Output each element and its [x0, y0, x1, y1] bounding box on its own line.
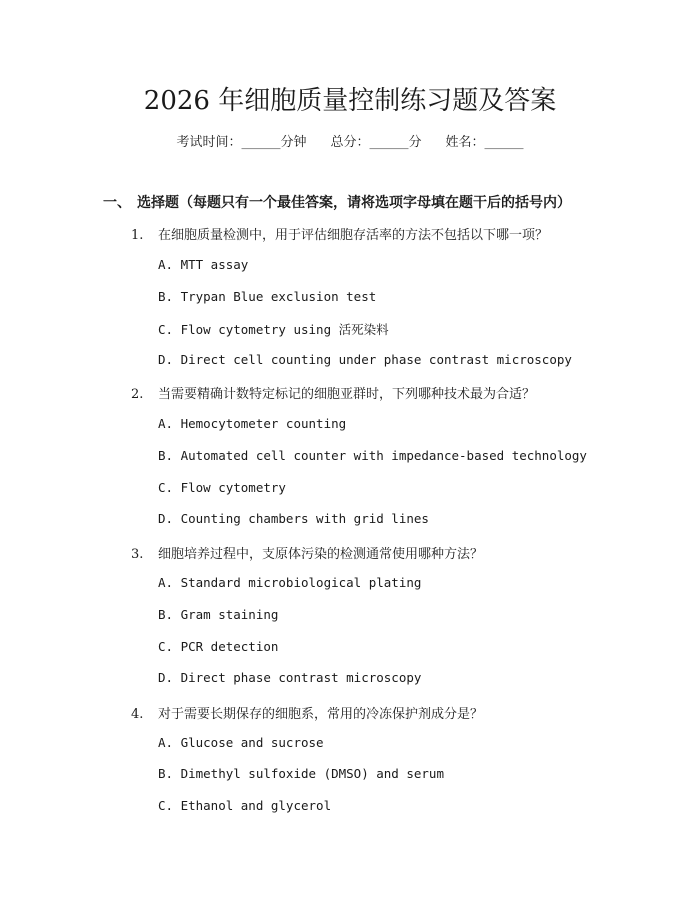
- option-1b: B. Trypan Blue exclusion test: [158, 289, 377, 304]
- question-number: 1.: [131, 228, 144, 243]
- question-3: [131, 543, 483, 562]
- option-3d: D. Direct phase contrast microscopy: [158, 670, 422, 685]
- question-text: 对于需要长期保存的细胞系，常用的冷冻保护剂成分是？: [158, 707, 484, 722]
- question-2: [131, 383, 535, 402]
- option-1a: A. MTT assay: [158, 257, 249, 272]
- exam-info-line: [0, 131, 700, 150]
- option-3c: C. PCR detection: [158, 639, 279, 654]
- option-3a: A. Standard microbiological plating: [158, 575, 422, 590]
- page-title: 2026 年细胞质量控制练习题及答案: [143, 86, 557, 116]
- option-4a: A. Glucose and sucrose: [158, 735, 324, 750]
- option-2c: C. Flow cytometry: [158, 480, 286, 495]
- option-2d: D. Counting chambers with grid lines: [158, 511, 429, 526]
- question-4: [131, 703, 483, 722]
- option-4c: C. Ethanol and glycerol: [158, 798, 332, 813]
- section-number: 一、: [103, 195, 131, 211]
- question-text: 细胞培养过程中，支原体污染的检测通常使用哪种方法？: [158, 547, 484, 562]
- section-heading: [103, 192, 571, 212]
- question-text: 在细胞质量检测中，用于评估细胞存活率的方法不包括以下哪一项？: [158, 228, 549, 243]
- option-4b: B. Dimethyl sulfoxide (DMSO) and serum: [158, 766, 444, 781]
- option-2a: A. Hemocytometer counting: [158, 416, 347, 431]
- exam-time-field: 考试时间：______分钟: [176, 135, 307, 150]
- option-3b: B. Gram staining: [158, 607, 279, 622]
- option-2b: B. Automated cell counter with impedance-based technology: [158, 448, 587, 463]
- student-name-field: 姓名：______: [445, 135, 524, 150]
- option-1c: C. Flow cytometry using 活死染料: [158, 322, 389, 337]
- question-1: [131, 224, 548, 243]
- question-number: 3.: [131, 547, 144, 562]
- question-text: 当需要精确计数特定标记的细胞亚群时，下列哪种技术最为合适？: [158, 387, 536, 402]
- question-number: 4.: [131, 707, 144, 722]
- question-number: 2.: [131, 387, 144, 402]
- section-title: 选择题（每题只有一个最佳答案，请将选项字母填在题干后的括号内）: [137, 195, 571, 211]
- option-1d: D. Direct cell counting under phase contrast microscopy: [158, 352, 572, 367]
- total-score-field: 总分：______分: [330, 135, 422, 150]
